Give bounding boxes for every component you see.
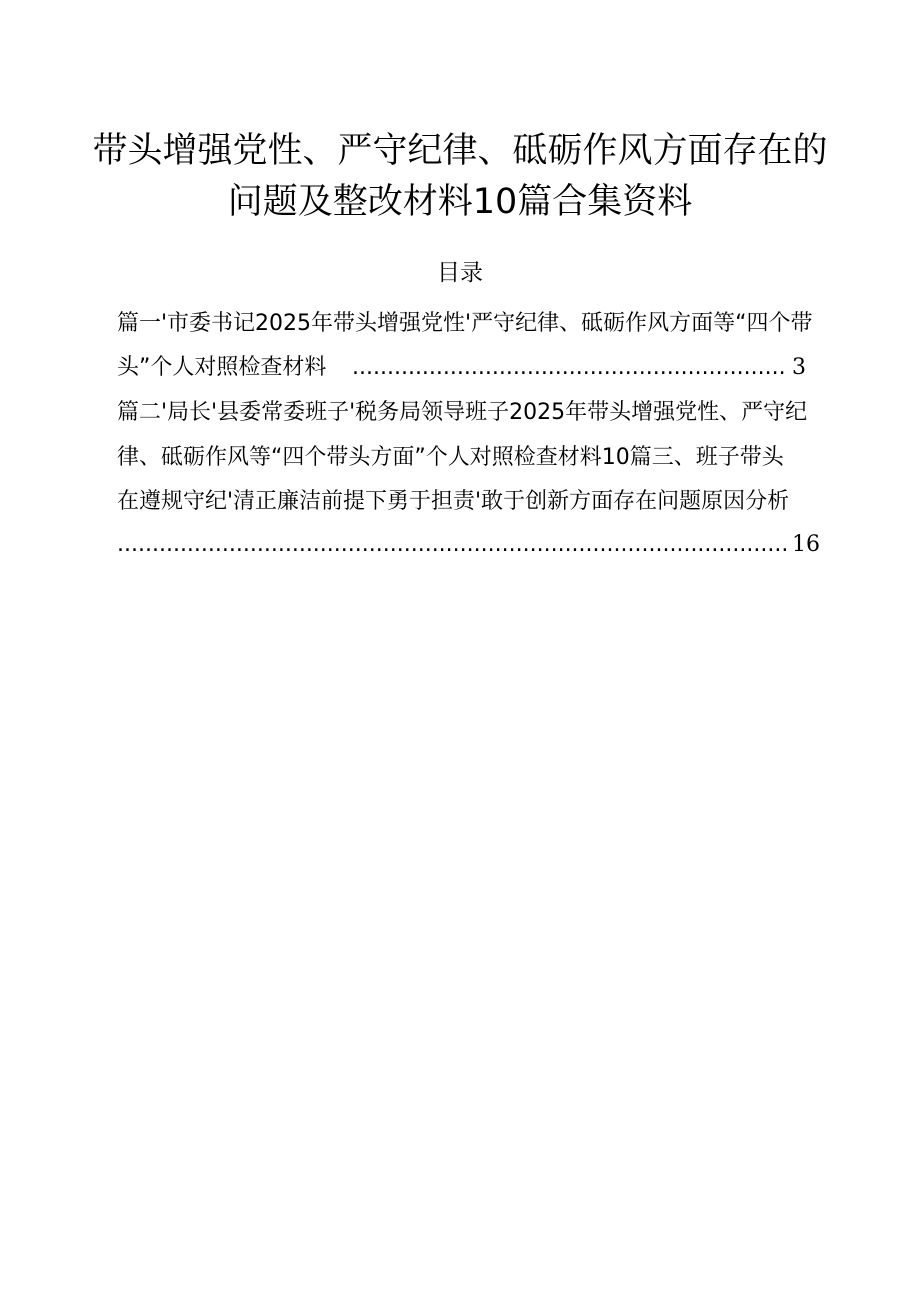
toc-entry-2-line-2[interactable]: 律、砥砺作风等“四个带头方面”个人对照检查材料10篇三、班子带头 — [117, 445, 784, 470]
document-title-line-2: 问题及整改材料10篇合集资料 — [227, 182, 693, 222]
toc-heading: 目录 — [437, 260, 483, 286]
toc-entry-1-page-number[interactable]: 3 — [792, 355, 806, 380]
toc-entry-1-line-2[interactable]: 头”个人对照检查材料 — [117, 355, 327, 380]
toc-entry-1-line-1[interactable]: 篇一'市委书记2025年带头增强党性'严守纪律、砥砺作风方面等“四个带 — [117, 311, 813, 336]
toc-entry-2-leader-dots — [117, 530, 789, 560]
toc-entry-2-page-number[interactable]: 16 — [792, 532, 820, 557]
document-title-line-1: 带头增强党性、严守纪律、砥砺作风方面存在的 — [92, 131, 828, 171]
toc-entry-1-leader-dots — [352, 353, 788, 383]
toc-entry-2-line-1[interactable]: 篇二'局长'县委常委班子'税务局领导班子2025年带头增强党性、严守纪 — [117, 400, 808, 425]
toc-entry-2-line-3[interactable]: 在遵规守纪'清正廉洁前提下勇于担责'敢于创新方面存在问题原因分析 — [117, 489, 790, 514]
